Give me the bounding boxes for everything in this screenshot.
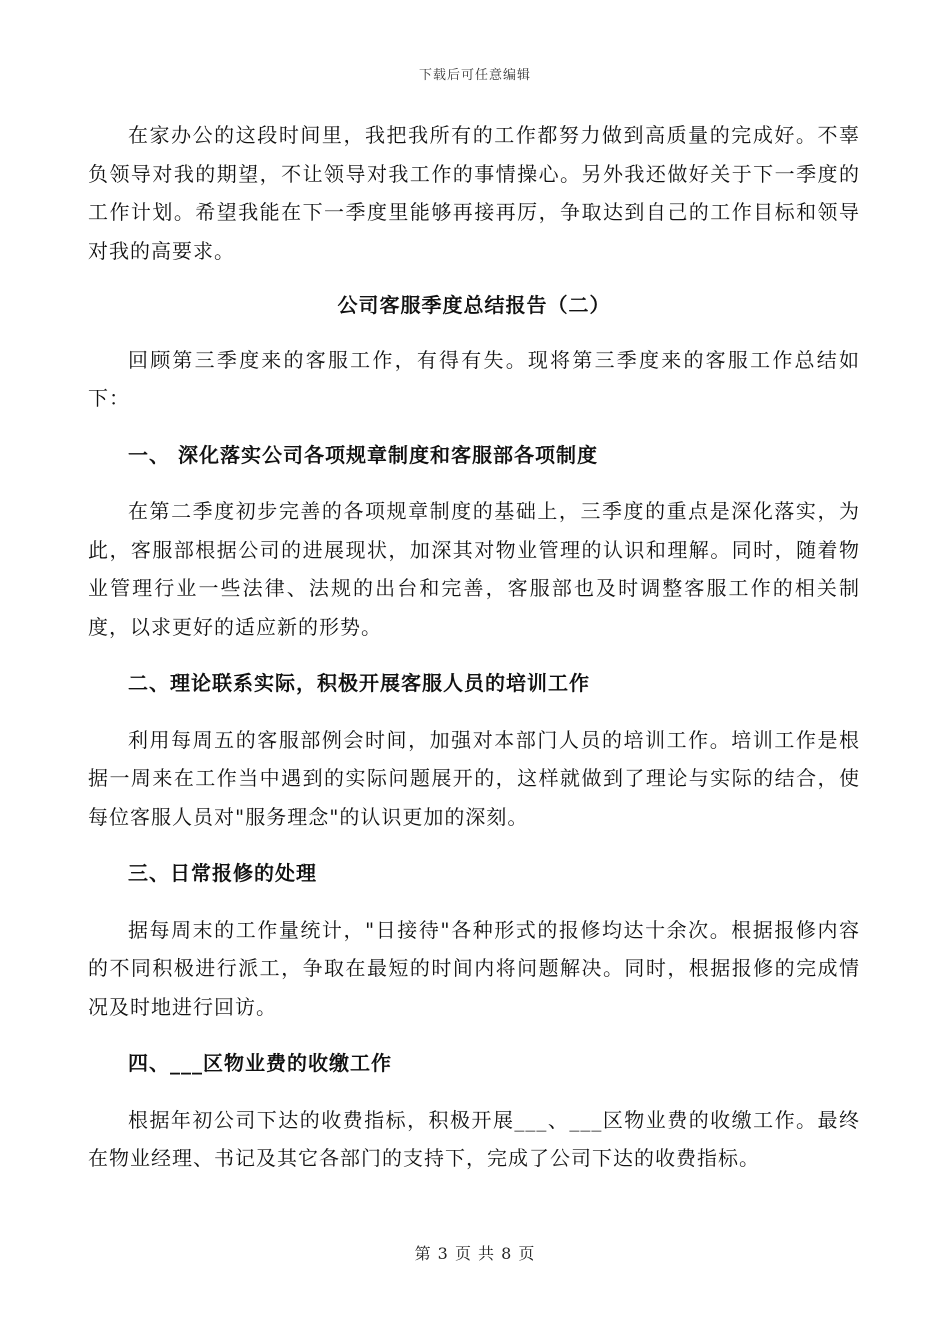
section-paragraph-4: 根据年初公司下达的收费指标，积极开展___、___区物业费的收缴工作。最终在物业经理、书记及其它各部门的支持下，完成了公司下达的收费指标。: [88, 1107, 860, 1170]
document-body: [88, 116, 860, 1178]
section-heading-2: 二、理论联系实际，积极开展客服人员的培训工作: [128, 671, 590, 695]
section-heading-1: 一、 深化落实公司各项规章制度和客服部各项制度: [128, 442, 598, 467]
review-paragraph: 回顾第三季度来的客服工作，有得有失。现将第三季度来的客服工作总结如下：: [88, 347, 860, 410]
page-number: 第 3 页 共 8 页: [414, 1244, 536, 1263]
section-paragraph-1: 在第二季度初步完善的各项规章制度的基础上，三季度的重点是深化落实，为此，客服部根据公司的进展现状，加深其对物业管理的认识和理解。同时，随着物业管理行业一些法律、法规的出台和完善，客服部也及时调整客服工作的相关制度，以求更好的适应新的形势。: [88, 499, 860, 639]
section-heading-4: 四、___区物业费的收缴工作: [128, 1051, 392, 1075]
section-paragraph-2: 利用每周五的客服部例会时间，加强对本部门人员的培训工作。培训工作是根据一周来在工作当中遇到的实际问题展开的，这样就做到了理论与实际的结合，使每位客服人员对"服务理念"的认识更加的深刻。: [88, 727, 860, 829]
report-title: 公司客服季度总结报告（二）: [337, 293, 611, 317]
intro-paragraph: 在家办公的这段时间里，我把我所有的工作都努力做到高质量的完成好。不辜负领导对我的期望，不让领导对我工作的事情操心。另外我还做好关于下一季度的工作计划。希望我能在下一季度里能够再接再厉，争取达到自己的工作目标和领导对我的高要求。: [88, 123, 860, 263]
section-paragraph-3: 据每周末的工作量统计，"日接待"各种形式的报修均达十余次。根据报修内容的不同积极进行派工，争取在最短的时间内将问题解决。同时，根据报修的完成情况及时地进行回访。: [88, 917, 860, 1019]
page-header: 下载后可任意编辑: [418, 68, 531, 83]
section-heading-3: 三、日常报修的处理: [128, 861, 317, 885]
